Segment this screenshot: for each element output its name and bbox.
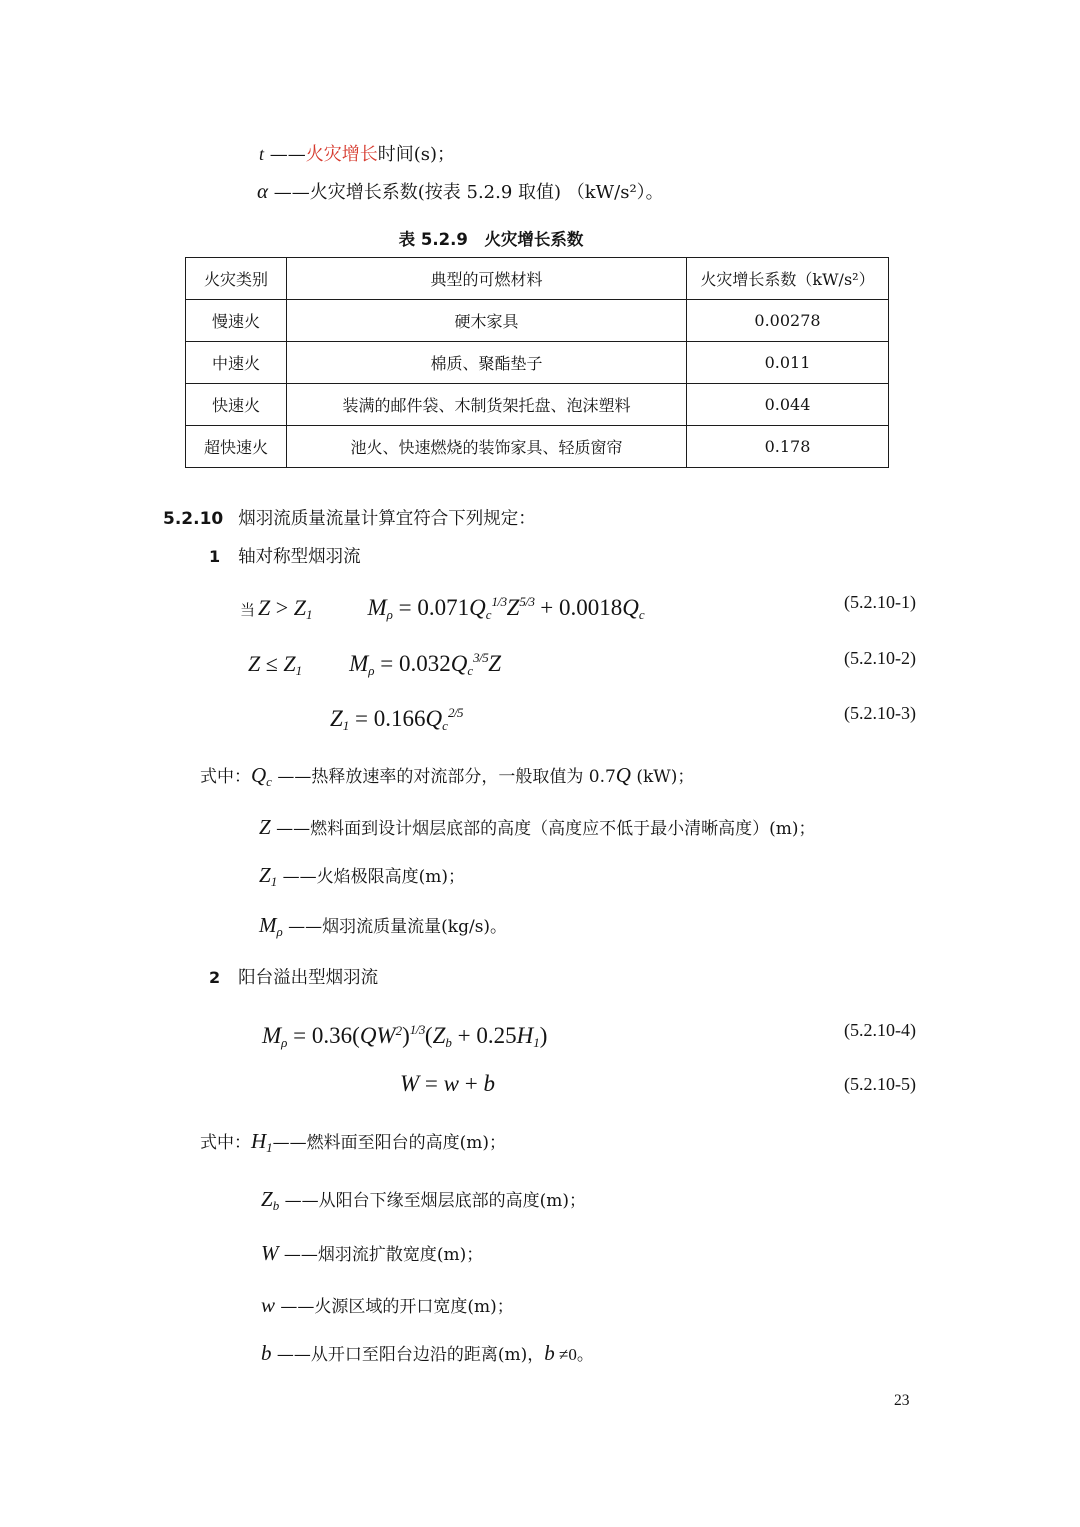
math-token: 时间(s)； [377,144,456,165]
math-token: ——烟羽流质量流量(kg/s)。 [282,917,508,937]
formula-expression [262,1023,547,1049]
math-token: Q [425,706,443,731]
math-token: 1 [305,607,313,622]
math-token: 1 [533,1035,540,1050]
math-token: Q [469,595,486,620]
math-token: = [419,1071,444,1096]
column-header: 火灾类别 [186,258,287,300]
math-token: Z [432,1023,446,1048]
math-token: Z [259,863,271,887]
highlighted-text: 火灾增长 [305,144,378,165]
math-token: ρ [276,924,283,939]
formula-5-2-10-3 [0,691,1080,748]
table-cell: 0.00278 [687,300,889,342]
math-token: + 0.0018 [534,595,623,620]
table-cell: 池火、快速燃烧的装饰家具、轻质窗帘 [287,426,687,468]
math-token: Z [261,1187,273,1211]
math-token: Z [330,706,343,731]
math-token: H [516,1023,534,1048]
table-cell: 0.178 [687,426,889,468]
math-token: QW [359,1023,396,1048]
table-row [186,426,889,468]
table-row [186,384,889,426]
math-token: M [367,595,387,620]
math-token: ) [539,1023,548,1048]
math-token: 1 [270,874,278,889]
math-token: c [485,607,492,622]
math-token: ——烟羽流扩散宽度(m)； [278,1245,484,1265]
math-token: Q [450,651,468,676]
math-token: b [544,1341,555,1365]
math-token: ≤ [260,651,284,676]
math-token: = 0.071 [392,595,470,620]
symbol-definition-W [261,1238,483,1270]
math-token: > [270,595,294,620]
math-token: (kW)； [630,767,695,787]
math-token: = 0.032 [374,651,451,676]
math-token: ≠0 [554,1345,577,1364]
formula-5-2-10-2 [0,636,1080,693]
formula-expression [367,595,644,621]
math-token: ( [424,1023,433,1048]
math-token: 5/3 [519,594,535,609]
math-token: W [400,1071,420,1096]
equation-number: (5.2.10-2) [844,648,916,668]
math-token: ——燃料面到设计烟层底部的高度（高度应不低于最小清晰高度）(m)； [270,819,816,839]
math-token: H [251,1129,267,1153]
table-row [186,342,889,384]
item-text: 轴对称型烟羽流 [238,547,361,567]
table-cell: 硬木家具 [287,300,687,342]
math-token: ——火焰极限高度(m)； [277,867,465,887]
table-5-2-9-title: 表 5.2.9 火灾增长系数 [398,230,584,249]
math-token: w [261,1293,276,1317]
formula-5-2-10-5 [0,1062,1080,1106]
table-row [186,300,889,342]
math-token: ρ [281,1035,288,1050]
math-token: 1/3 [491,594,507,609]
clause-5-2-10-heading [163,507,536,531]
table-cell: 超快速火 [186,426,287,468]
equation-number: (5.2.10-3) [844,703,916,723]
math-token: 当 [240,601,256,619]
symbol-definition-w [261,1290,514,1322]
definition-line-t [259,141,455,168]
math-token: 3/5 [473,650,489,665]
equation-number: (5.2.10-5) [844,1074,916,1094]
formula-expression [330,706,463,732]
math-token: ) [402,1023,410,1048]
math-token: + [459,1071,484,1096]
math-token: —— [264,144,306,165]
item-text: 阳台溢出型烟羽流 [238,968,379,988]
equation-number: (5.2.10-1) [844,592,916,612]
math-token: ——燃料面至阳台的高度(m)； [272,1133,507,1153]
math-token: c [442,718,448,733]
math-token: 式中： [200,1133,251,1153]
item-number: 2 [209,968,221,987]
table-cell: 0.011 [687,342,889,384]
math-token: = 0.166 [349,706,426,731]
formula-condition [248,652,302,677]
fire-growth-table-head-row [186,258,889,300]
symbol-definition-Qc [200,760,694,797]
math-token: 式中： [200,767,251,787]
item-1-axisymmetric-plume-heading [209,545,361,569]
math-token: b [445,1035,452,1050]
formula-5-2-10-4 [0,1008,1080,1065]
math-token: Z [293,595,306,620]
equation-number: (5.2.10-4) [844,1020,916,1040]
math-token: Z [259,815,271,839]
math-token: Z [506,595,520,620]
math-token: 2 [395,1023,403,1038]
math-token: c [638,607,645,622]
math-token: c [467,663,474,678]
math-token: w [443,1071,459,1096]
math-token: + 0.25 [451,1023,517,1048]
math-token: b [261,1341,272,1365]
math-token: 1 [295,663,303,678]
formula-condition [240,596,312,621]
formula-expression [349,651,501,677]
math-token: W [261,1241,279,1265]
math-token: Z [248,651,261,676]
math-token: ——火灾增长系数(按表 5.2.9 取值) （kW/s²）。 [268,182,664,203]
math-token: Z [258,595,271,620]
math-token: Z [488,651,502,676]
math-token: b [272,1198,280,1213]
math-token: ——从阳台下缘至烟层底部的高度(m)； [279,1191,586,1211]
table-cell: 慢速火 [186,300,287,342]
symbol-definition-b [261,1338,594,1370]
table-cell: 快速火 [186,384,287,426]
item-2-balcony-spill-plume-heading [209,966,378,990]
math-token: 1/3 [409,1022,425,1037]
math-token: ——热释放速率的对流部分，一般取值为 0.7 [271,767,616,787]
math-token: M [259,913,277,937]
fire-growth-table-body [186,300,889,468]
math-token: t [259,144,265,164]
math-token: ——从开口至阳台边沿的距离(m)， [271,1345,545,1365]
math-token: α [257,179,269,203]
symbol-definition-H1 [200,1126,506,1163]
table-cell: 中速火 [186,342,287,384]
table-cell: 0.044 [687,384,889,426]
table-cell: 棉质、聚酯垫子 [287,342,687,384]
math-token: Q [622,595,639,620]
clause-number: 5.2.10 [163,509,224,529]
math-token: M [262,1023,282,1048]
math-token: ——火源区域的开口宽度(m)； [275,1297,514,1317]
formula-5-2-10-1 [0,580,1080,637]
item-number: 1 [209,547,221,566]
clause-text: 烟羽流质量流量计算宜符合下列规定： [238,509,536,529]
math-token: 2/5 [447,705,464,720]
symbol-definition-Z1 [259,860,465,897]
math-token: M [349,651,369,676]
column-header: 火灾增长系数（kW/s²） [687,258,889,300]
page-number: 23 [894,1392,910,1409]
symbol-definition-Zb [261,1184,586,1221]
math-token: Q [251,763,267,787]
table-cell: 装满的邮件袋、木制货架托盘、泡沫塑料 [287,384,687,426]
column-header: 典型的可燃材料 [287,258,687,300]
math-token: ρ [386,607,393,622]
symbol-definition-Z [259,812,815,844]
fire-growth-coefficient-table [185,257,889,468]
math-token: Z [283,651,296,676]
formula-expression [400,1071,495,1097]
math-token: ρ [368,663,375,678]
math-token: c [266,774,272,789]
math-token: Q [615,763,631,787]
math-token: b [483,1071,495,1096]
symbol-definition-Mp [259,910,507,947]
math-token: 1 [266,1140,273,1155]
math-token: 1 [342,718,350,733]
math-token: = 0.36( [287,1023,360,1048]
math-token: 。 [576,1345,594,1365]
definition-line-alpha [257,178,664,206]
